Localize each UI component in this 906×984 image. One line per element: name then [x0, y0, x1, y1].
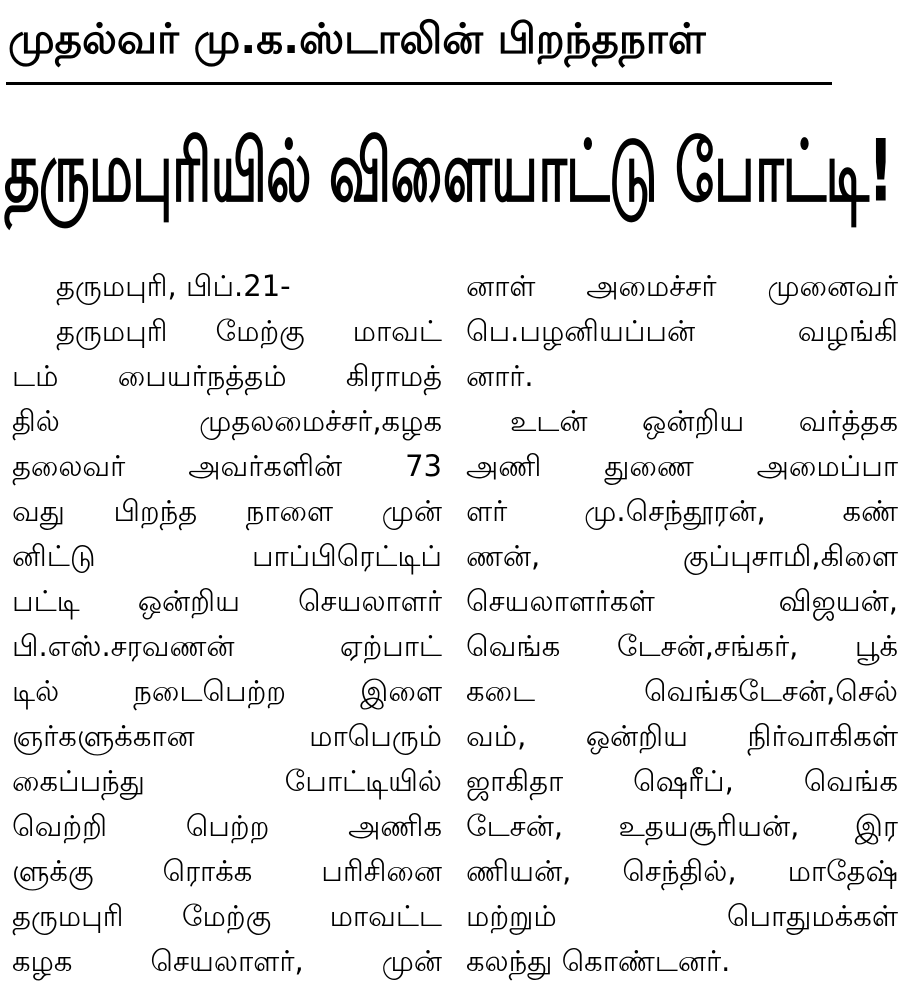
dateline: தருமபுரி, பிப்.21-: [56, 269, 291, 303]
body-line: பட்டி ஒன்றிய செயலாளர்: [12, 584, 442, 618]
body-line: ளர் மு.செந்தூரன், கண்: [466, 494, 898, 528]
body-line: ஜாகிதா ஷெரீப், வெங்க: [466, 764, 898, 798]
body-line: டம் பையர்நத்தம் கிராமத்: [12, 359, 442, 393]
body-line: கழக செயலாளர், முன்: [12, 944, 442, 978]
body-line: பெ.பழனியப்பன் வழங்கி: [466, 314, 898, 348]
body-line: கலந்து கொண்டனர்.: [466, 944, 731, 978]
body-line: வம், ஒன்றிய நிர்வாகிகள்: [466, 719, 898, 753]
body-line: னார்.: [466, 359, 534, 393]
left-column: [12, 264, 442, 984]
body-line: உடன் ஒன்றிய வர்த்தக: [510, 404, 898, 438]
headline: தருமபுரியில் விளையாட்டு போட்டி!: [4, 121, 893, 221]
body-line: னாள் அமைச்சர் முனைவர்: [466, 269, 898, 303]
body-line: டில் நடைபெற்ற இளை: [12, 674, 442, 708]
body-line: கடை வெங்கடேசன்,செல்: [466, 674, 898, 708]
body-line: கைப்பந்து போட்டியில்: [12, 764, 442, 798]
body-line: னிட்டு பாப்பிரெட்டிப்: [12, 539, 442, 573]
right-column: [466, 264, 898, 984]
body-line: தலைவர் அவர்களின் 73: [12, 449, 442, 483]
body-line: வெங்க டேசன்,சங்கர், பூக்: [466, 629, 898, 663]
body-line: வெற்றி பெற்ற அணிக: [12, 809, 442, 843]
body-line: மற்றும் பொதுமக்கள்: [466, 899, 898, 933]
body-line: ணியன், செந்தில், மாதேஷ்: [466, 854, 898, 888]
body-line: வது பிறந்த நாளை முன்: [12, 494, 442, 528]
body-line: ஞர்களுக்கான மாபெரும்: [12, 719, 442, 753]
body-line: பி.எஸ்.சரவணன் ஏற்பாட்: [12, 629, 442, 663]
body-line: தருமபுரி மேற்கு மாவட்ட: [12, 899, 442, 933]
body-line: தில் முதலமைச்சர்,கழக: [12, 404, 442, 438]
body-line: தருமபுரி மேற்கு மாவட்: [56, 314, 442, 348]
kicker-heading: முதல்வர் மு.க.ஸ்டாலின் பிறந்தநாள்: [8, 14, 706, 63]
body-line: ணன், குப்புசாமி,கிளை: [466, 539, 898, 573]
body-line: செயலாளர்கள் விஜயன்,: [466, 584, 898, 618]
body-line: டேசன், உதயசூரியன், இர: [466, 809, 898, 843]
body-line: ளுக்கு ரொக்க பரிசினை: [12, 854, 442, 888]
body-line: அணி துணை அமைப்பா: [466, 449, 898, 483]
